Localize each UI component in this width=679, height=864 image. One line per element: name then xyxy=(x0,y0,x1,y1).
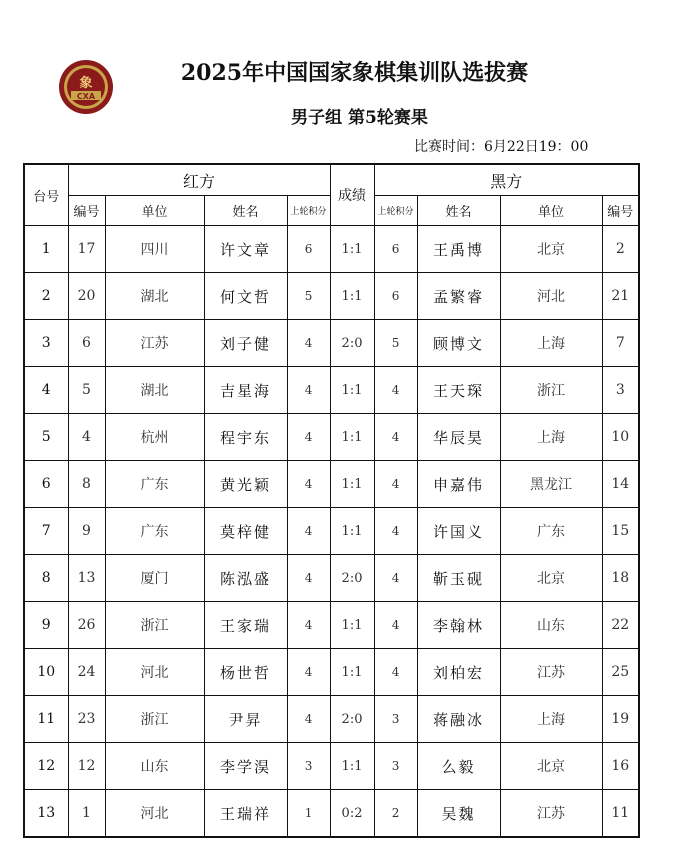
score-cell: 1:1 xyxy=(330,226,374,273)
table-row xyxy=(24,696,639,743)
logo-text: CXA xyxy=(76,92,96,101)
red-prev-points-cell: 4 xyxy=(287,461,330,508)
score-header: 成绩 xyxy=(330,164,374,226)
red-prev-points-cell: 4 xyxy=(287,555,330,602)
black-unit-header: 单位 xyxy=(500,196,602,226)
red-number-cell: 20 xyxy=(68,273,105,320)
red-prev-points-cell: 1 xyxy=(287,790,330,838)
black-unit-cell: 上海 xyxy=(500,320,602,367)
black-number-cell: 21 xyxy=(602,273,639,320)
black-name-cell: 孟繁睿 xyxy=(417,273,500,320)
black-prev-points-cell: 4 xyxy=(374,414,417,461)
black-number-cell: 7 xyxy=(602,320,639,367)
score-cell: 1:1 xyxy=(330,414,374,461)
table-row xyxy=(24,743,639,790)
black-prev-points-cell: 4 xyxy=(374,367,417,414)
table-row xyxy=(24,320,639,367)
red-number-cell: 12 xyxy=(68,743,105,790)
match-time: 比赛时间：6月22日19：00 xyxy=(414,139,589,155)
score-cell: 1:1 xyxy=(330,273,374,320)
red-name-cell: 黄光颖 xyxy=(204,461,287,508)
red-prev-points-cell: 3 xyxy=(287,743,330,790)
board-cell: 12 xyxy=(24,743,68,790)
red-prev-points-cell: 4 xyxy=(287,649,330,696)
red-number-cell: 4 xyxy=(68,414,105,461)
black-unit-cell: 江苏 xyxy=(500,790,602,838)
black-unit-cell: 河北 xyxy=(500,273,602,320)
black-name-cell: 许国义 xyxy=(417,508,500,555)
black-unit-cell: 山东 xyxy=(500,602,602,649)
board-cell: 3 xyxy=(24,320,68,367)
black-number-cell: 11 xyxy=(602,790,639,838)
black-name-cell: 顾博文 xyxy=(417,320,500,367)
red-number-cell: 23 xyxy=(68,696,105,743)
board-cell: 6 xyxy=(24,461,68,508)
board-cell: 10 xyxy=(24,649,68,696)
board-cell: 9 xyxy=(24,602,68,649)
black-prev-points-cell: 6 xyxy=(374,273,417,320)
red-unit-cell: 湖北 xyxy=(105,273,204,320)
results-table xyxy=(23,163,640,838)
black-name-cell: 李翰林 xyxy=(417,602,500,649)
board-cell: 8 xyxy=(24,555,68,602)
black-name-cell: 华辰昊 xyxy=(417,414,500,461)
black-prev-points-cell: 6 xyxy=(374,226,417,273)
red-name-cell: 莫梓健 xyxy=(204,508,287,555)
red-unit-cell: 山东 xyxy=(105,743,204,790)
black-number-cell: 18 xyxy=(602,555,639,602)
red-number-cell: 13 xyxy=(68,555,105,602)
black-prev-points-cell: 5 xyxy=(374,320,417,367)
black-unit-cell: 浙江 xyxy=(500,367,602,414)
black-unit-cell: 北京 xyxy=(500,226,602,273)
red-prev-points-cell: 4 xyxy=(287,367,330,414)
table-row xyxy=(24,649,639,696)
red-name-cell: 王家瑞 xyxy=(204,602,287,649)
red-name-cell: 许文章 xyxy=(204,226,287,273)
red-prev-points-header: 上轮积分 xyxy=(287,196,330,226)
red-name-cell: 李学淏 xyxy=(204,743,287,790)
score-cell: 1:1 xyxy=(330,508,374,555)
red-number-cell: 24 xyxy=(68,649,105,696)
red-prev-points-cell: 4 xyxy=(287,320,330,367)
black-name-header: 姓名 xyxy=(417,196,500,226)
black-name-cell: 么毅 xyxy=(417,743,500,790)
red-unit-header: 单位 xyxy=(105,196,204,226)
board-cell: 13 xyxy=(24,790,68,838)
table-row xyxy=(24,273,639,320)
red-name-cell: 杨世哲 xyxy=(204,649,287,696)
red-number-cell: 9 xyxy=(68,508,105,555)
board-header: 台号 xyxy=(24,164,68,226)
black-unit-cell: 广东 xyxy=(500,508,602,555)
red-unit-cell: 河北 xyxy=(105,649,204,696)
header-row-top xyxy=(24,164,639,196)
red-number-cell: 8 xyxy=(68,461,105,508)
table-row xyxy=(24,790,639,838)
red-name-header: 姓名 xyxy=(204,196,287,226)
page-subtitle: 男子组 第5轮赛果 xyxy=(291,108,428,128)
score-cell: 2:0 xyxy=(330,320,374,367)
red-prev-points-cell: 5 xyxy=(287,273,330,320)
red-number-cell: 26 xyxy=(68,602,105,649)
red-name-cell: 陈泓盛 xyxy=(204,555,287,602)
score-cell: 1:1 xyxy=(330,743,374,790)
score-cell: 2:0 xyxy=(330,555,374,602)
board-cell: 11 xyxy=(24,696,68,743)
black-prev-points-cell: 3 xyxy=(374,743,417,790)
board-cell: 1 xyxy=(24,226,68,273)
black-number-cell: 25 xyxy=(602,649,639,696)
board-cell: 4 xyxy=(24,367,68,414)
table-row xyxy=(24,602,639,649)
black-unit-cell: 上海 xyxy=(500,414,602,461)
black-name-cell: 吴魏 xyxy=(417,790,500,838)
black-prev-points-cell: 4 xyxy=(374,461,417,508)
table-row xyxy=(24,226,639,273)
black-number-cell: 14 xyxy=(602,461,639,508)
black-name-cell: 靳玉砚 xyxy=(417,555,500,602)
red-prev-points-cell: 6 xyxy=(287,226,330,273)
red-side-header: 红方 xyxy=(68,164,330,196)
red-unit-cell: 厦门 xyxy=(105,555,204,602)
red-name-cell: 吉星海 xyxy=(204,367,287,414)
page-title: 2025年中国国家象棋集训队选拔赛 xyxy=(180,60,529,86)
black-name-cell: 王天琛 xyxy=(417,367,500,414)
black-number-header: 编号 xyxy=(602,196,639,226)
red-number-header: 编号 xyxy=(68,196,105,226)
red-name-cell: 王瑞祥 xyxy=(204,790,287,838)
score-cell: 0:2 xyxy=(330,790,374,838)
black-unit-cell: 北京 xyxy=(500,555,602,602)
black-prev-points-cell: 4 xyxy=(374,602,417,649)
black-prev-points-header: 上轮积分 xyxy=(374,196,417,226)
red-unit-cell: 河北 xyxy=(105,790,204,838)
red-number-cell: 1 xyxy=(68,790,105,838)
score-cell: 2:0 xyxy=(330,696,374,743)
red-prev-points-cell: 4 xyxy=(287,414,330,461)
logo-glyph: 象 xyxy=(79,76,93,91)
red-number-cell: 5 xyxy=(68,367,105,414)
black-number-cell: 15 xyxy=(602,508,639,555)
black-unit-cell: 上海 xyxy=(500,696,602,743)
red-unit-cell: 广东 xyxy=(105,508,204,555)
red-name-cell: 刘子健 xyxy=(204,320,287,367)
score-cell: 1:1 xyxy=(330,602,374,649)
red-name-cell: 尹昇 xyxy=(204,696,287,743)
table-row xyxy=(24,414,639,461)
red-unit-cell: 江苏 xyxy=(105,320,204,367)
black-unit-cell: 黑龙江 xyxy=(500,461,602,508)
black-side-header: 黑方 xyxy=(374,164,639,196)
table-row xyxy=(24,461,639,508)
board-cell: 5 xyxy=(24,414,68,461)
score-cell: 1:1 xyxy=(330,461,374,508)
black-number-cell: 10 xyxy=(602,414,639,461)
red-unit-cell: 广东 xyxy=(105,461,204,508)
red-number-cell: 6 xyxy=(68,320,105,367)
table-row xyxy=(24,508,639,555)
black-number-cell: 16 xyxy=(602,743,639,790)
score-cell: 1:1 xyxy=(330,367,374,414)
red-unit-cell: 浙江 xyxy=(105,696,204,743)
black-name-cell: 申嘉伟 xyxy=(417,461,500,508)
table-row xyxy=(24,555,639,602)
red-prev-points-cell: 4 xyxy=(287,602,330,649)
black-number-cell: 2 xyxy=(602,226,639,273)
black-prev-points-cell: 2 xyxy=(374,790,417,838)
black-prev-points-cell: 4 xyxy=(374,649,417,696)
red-unit-cell: 四川 xyxy=(105,226,204,273)
black-prev-points-cell: 3 xyxy=(374,696,417,743)
score-cell: 1:1 xyxy=(330,649,374,696)
black-unit-cell: 北京 xyxy=(500,743,602,790)
red-name-cell: 何文哲 xyxy=(204,273,287,320)
table-row xyxy=(24,367,639,414)
black-name-cell: 蒋融冰 xyxy=(417,696,500,743)
black-number-cell: 22 xyxy=(602,602,639,649)
black-name-cell: 刘柏宏 xyxy=(417,649,500,696)
black-prev-points-cell: 4 xyxy=(374,555,417,602)
black-unit-cell: 江苏 xyxy=(500,649,602,696)
black-prev-points-cell: 4 xyxy=(374,508,417,555)
red-number-cell: 17 xyxy=(68,226,105,273)
red-prev-points-cell: 4 xyxy=(287,696,330,743)
red-name-cell: 程宇东 xyxy=(204,414,287,461)
red-prev-points-cell: 4 xyxy=(287,508,330,555)
results-body xyxy=(24,226,639,838)
black-name-cell: 王禹博 xyxy=(417,226,500,273)
red-unit-cell: 浙江 xyxy=(105,602,204,649)
red-unit-cell: 杭州 xyxy=(105,414,204,461)
black-number-cell: 3 xyxy=(602,367,639,414)
red-unit-cell: 湖北 xyxy=(105,367,204,414)
black-number-cell: 19 xyxy=(602,696,639,743)
board-cell: 7 xyxy=(24,508,68,555)
board-cell: 2 xyxy=(24,273,68,320)
